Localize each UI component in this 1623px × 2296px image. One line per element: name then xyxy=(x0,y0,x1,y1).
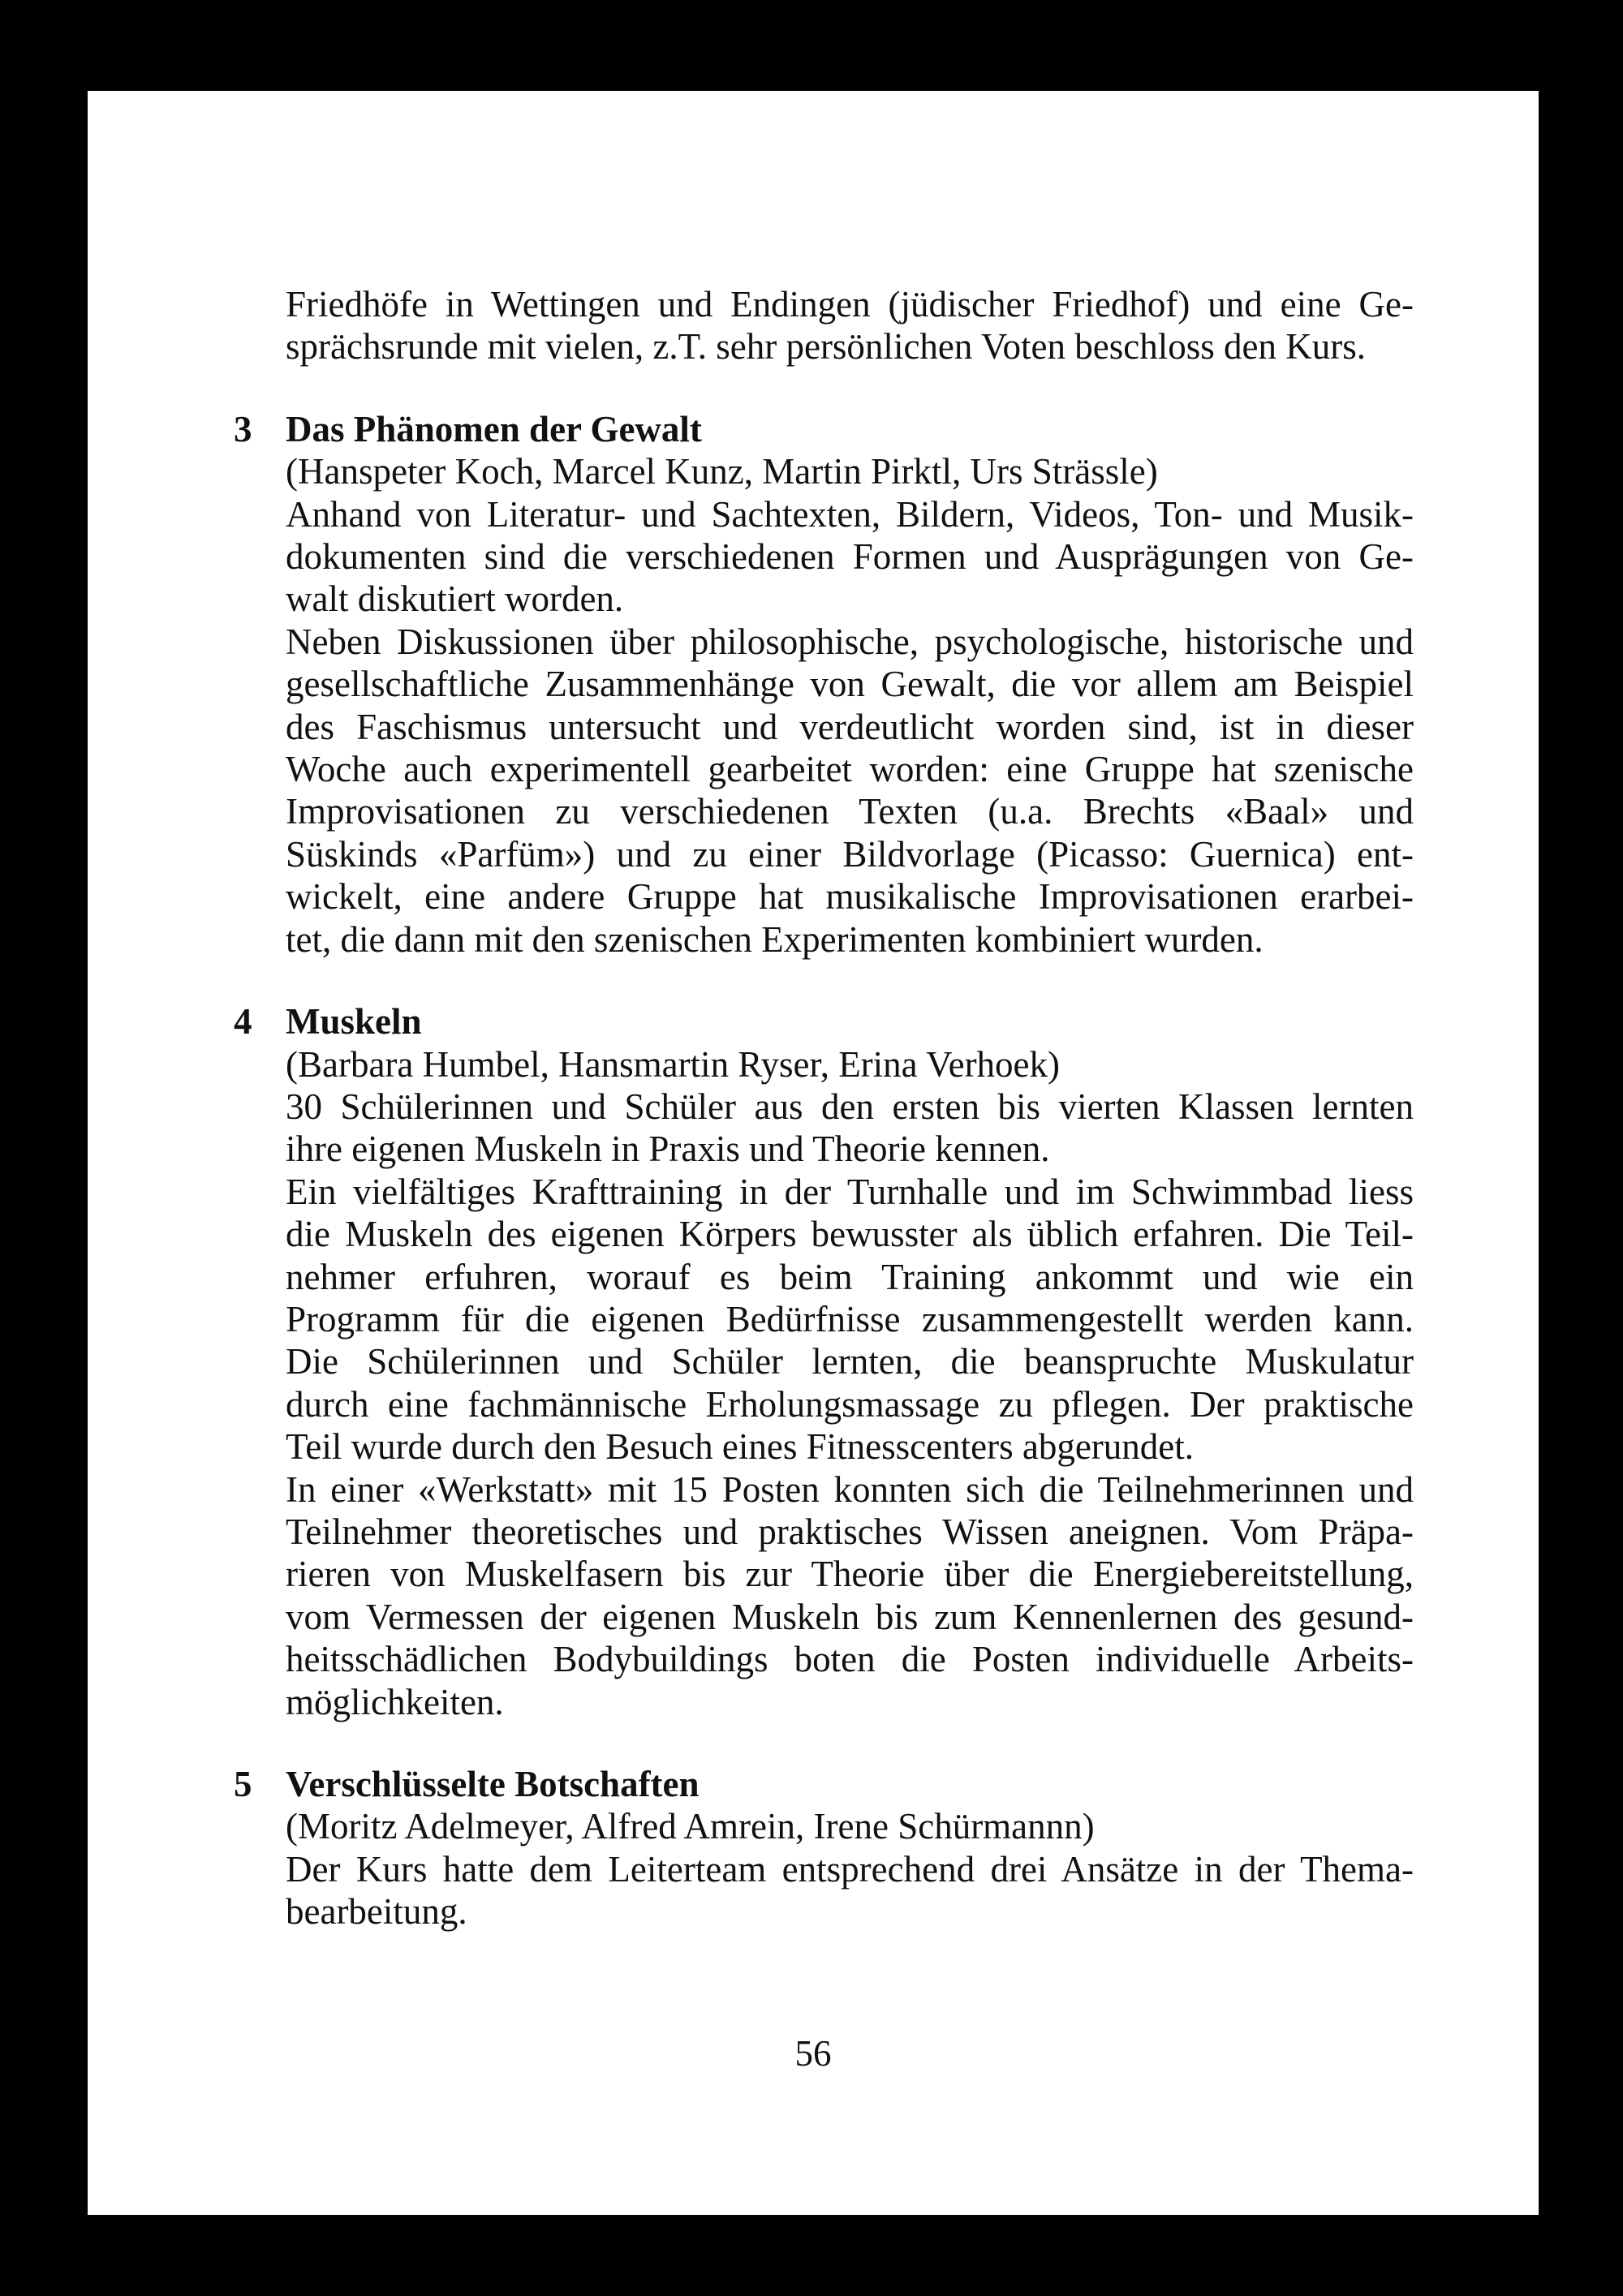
text-line: walt diskutiert worden. xyxy=(286,578,624,620)
text-line: Neben Diskussionen über philosophische, psychologische, historische und xyxy=(286,621,1414,662)
text-line: bearbeitung. xyxy=(286,1891,467,1933)
text-line: möglichkeiten. xyxy=(286,1681,504,1722)
text-line: gesellschaftliche Zusammenhänge von Gewalt, die vor allem am Beispiel xyxy=(286,664,1414,705)
text-line: (Barbara Humbel, Hansmartin Ryser, Erina Verhoek) xyxy=(286,1043,1061,1085)
paragraph xyxy=(286,450,1414,492)
section xyxy=(234,1763,1414,1933)
section xyxy=(234,408,1414,961)
text-line: Süskinds «Parfüm») und zu einer Bildvorlage (Picasso: Guernica) ent- xyxy=(286,833,1414,875)
text-line: Die Schülerinnen und Schüler lernten, die beanspruchte Muskulatur xyxy=(286,1341,1414,1382)
text-line: Teilnehmer theoretisches und praktisches Wissen aneignen. Vom Präpa- xyxy=(286,1511,1414,1552)
text-line: wickelt, eine andere Gruppe hat musikalische Improvisationen erarbei- xyxy=(286,876,1414,918)
text-line: vom Vermessen der eigenen Muskeln bis zum Kennenlernen des gesund- xyxy=(286,1596,1414,1637)
paragraph xyxy=(286,621,1414,961)
paragraph xyxy=(286,493,1414,621)
text-line: (Moritz Adelmeyer, Alfred Amrein, Irene Schürmannn) xyxy=(286,1806,1095,1847)
text-line: Teil wurde durch den Besuch eines Fitnesscenters abgerundet. xyxy=(286,1426,1195,1468)
paragraph xyxy=(286,283,1414,368)
section-heading: Muskeln xyxy=(286,1001,422,1043)
text-line: Improvisationen zu verschiedenen Texten (u.a. Brechts «Baal» und xyxy=(286,791,1414,832)
text-line: des Faschismus untersucht und verdeutlicht worden sind, ist in dieser xyxy=(286,706,1414,747)
text-line: durch eine fachmännische Erholungsmassage zu pflegen. Der praktische xyxy=(286,1383,1414,1425)
page-content xyxy=(234,283,1414,1933)
text-line: die Muskeln des eigenen Körpers bewusster als üblich erfahren. Die Teil- xyxy=(286,1214,1414,1255)
text-line: Anhand von Literatur- und Sachtexten, Bildern, Videos, Ton- und Musik- xyxy=(286,493,1414,535)
text-line: 30 Schülerinnen und Schüler aus den ersten bis vierten Klassen lernten xyxy=(286,1086,1414,1127)
paragraph xyxy=(286,1468,1414,1723)
text-line: Friedhöfe in Wettingen und Endingen (jüdischer Friedhof) und eine Ge- xyxy=(286,284,1414,325)
text-line: tet, die dann mit den szenischen Experimenten kombiniert wurden. xyxy=(286,918,1264,960)
text-line: Der Kurs hatte dem Leiterteam entsprechend drei Ansätze in der Thema- xyxy=(286,1848,1414,1890)
paragraph xyxy=(286,1848,1414,1933)
text-line: Programm für die eigenen Bedürfnisse zusammengestellt werden kann. xyxy=(286,1298,1414,1339)
section xyxy=(286,283,1414,368)
section-number: 4 xyxy=(234,1001,252,1043)
text-line: sprächsrunde mit vielen, z.T. sehr persönlichen Voten beschloss den Kurs. xyxy=(286,326,1366,368)
paragraph xyxy=(286,1805,1414,1847)
paragraph xyxy=(286,1171,1414,1468)
text-line: rieren von Muskelfasern bis zur Theorie über die Energiebereitstellung, xyxy=(286,1554,1414,1595)
text-line: heitsschädlichen Bodybuildings boten die Posten individuelle Arbeits- xyxy=(286,1639,1414,1680)
text-line: In einer «Werkstatt» mit 15 Posten konnten sich die Teilnehmerinnen und xyxy=(286,1468,1414,1510)
text-line: dokumenten sind die verschiedenen Formen und Ausprägungen von Ge- xyxy=(286,536,1414,578)
paragraph xyxy=(286,1043,1414,1086)
section-number: 5 xyxy=(234,1764,252,1804)
text-line: nehmer erfuhren, worauf es beim Training ankommt und wie ein xyxy=(286,1256,1414,1297)
text-line: Ein vielfältiges Krafttraining in der Turnhalle und im Schwimmbad liess xyxy=(286,1171,1414,1212)
text-line: ihre eigenen Muskeln in Praxis und Theorie kennen. xyxy=(286,1129,1050,1170)
section-number: 3 xyxy=(234,408,252,449)
text-line: (Hanspeter Koch, Marcel Kunz, Martin Pirktl, Urs Strässle) xyxy=(286,451,1158,492)
document-page xyxy=(88,91,1539,2215)
section-heading: Verschlüsselte Botschaften xyxy=(286,1764,700,1804)
section-heading: Das Phänomen der Gewalt xyxy=(286,408,702,449)
text-line: Woche auch experimentell gearbeitet worden: eine Gruppe hat szenische xyxy=(286,749,1414,790)
paragraph xyxy=(286,1086,1414,1171)
page-number: 56 xyxy=(794,2033,832,2074)
section xyxy=(234,1000,1414,1723)
